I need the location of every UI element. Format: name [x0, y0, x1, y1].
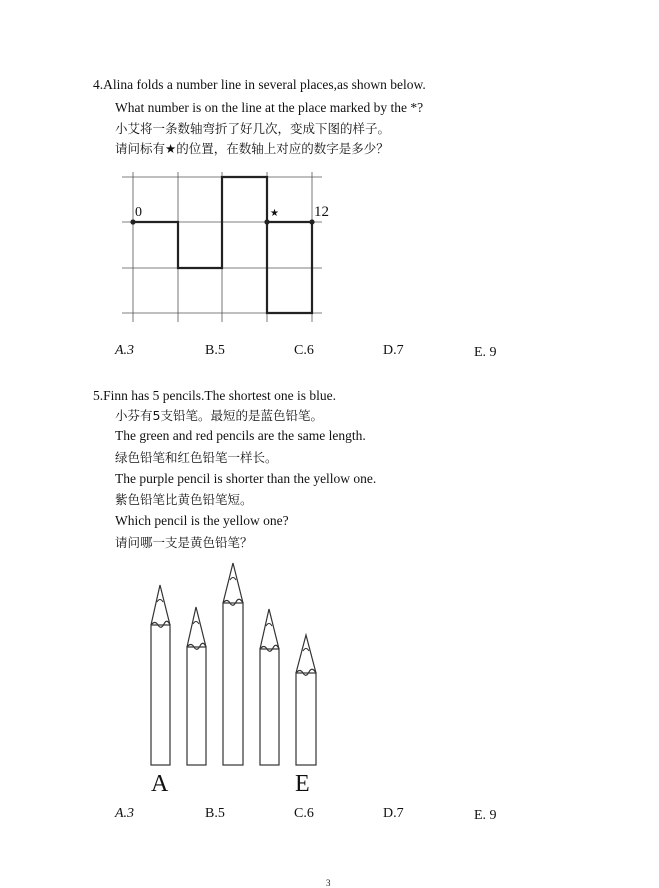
page-number: 3 [326, 878, 331, 888]
label-twelve: 12 [314, 204, 329, 220]
q4-option-b: B.5 [205, 343, 225, 358]
q4-question-cn2: 请问标有★的位置，在数轴上对应的数字是多少？ [115, 141, 389, 156]
q5-option-e: E. 9 [474, 808, 497, 823]
q4-option-d: D.7 [383, 343, 404, 358]
q5-line-1: 小芬有5支铅笔。最短的是蓝色铅笔。 [115, 408, 323, 423]
q5-title: 5.Finn has 5 pencils.The shortest one is blue. [93, 388, 336, 403]
pencil-d [260, 609, 279, 765]
label-star: ★ [270, 208, 279, 219]
pencil-label-a: A [151, 771, 169, 797]
q5-line-2: The green and red pencils are the same length. [115, 428, 366, 443]
pencil-e [296, 635, 316, 765]
pencil-label-e: E [295, 771, 310, 797]
q5-option-a: A.3 [115, 806, 135, 821]
pencil-c [223, 563, 243, 765]
q5-line-7: 请问哪一支是黄色铅笔？ [115, 535, 253, 550]
q5-line-5: 紫色铅笔比黄色铅笔短。 [115, 492, 253, 507]
q4-question-en: What number is on the line at the place marked by the *? [115, 100, 424, 115]
q5-option-b: B.5 [205, 806, 225, 821]
q4-option-e: E. 9 [474, 345, 497, 360]
q4-option-a: A.3 [115, 343, 135, 358]
q5-line-6: Which pencil is the yellow one? [115, 513, 289, 528]
q5-line-3: 绿色铅笔和红色铅笔一样长。 [115, 450, 278, 465]
q5-line-4: The purple pencil is shorter than the yellow one. [115, 471, 377, 486]
q5-option-c: C.6 [294, 806, 314, 821]
q5-option-d: D.7 [383, 806, 404, 821]
q4-question-cn1: 小艾将一条数轴弯折了好几次，变成下图的样子。 [115, 121, 391, 136]
pencil-b [187, 607, 206, 765]
label-zero: 0 [135, 205, 142, 220]
q4-option-c: C.6 [294, 343, 314, 358]
pencil-a [151, 585, 170, 765]
q4-title: 4.Alina folds a number line in several places,as shown below. [93, 77, 426, 92]
